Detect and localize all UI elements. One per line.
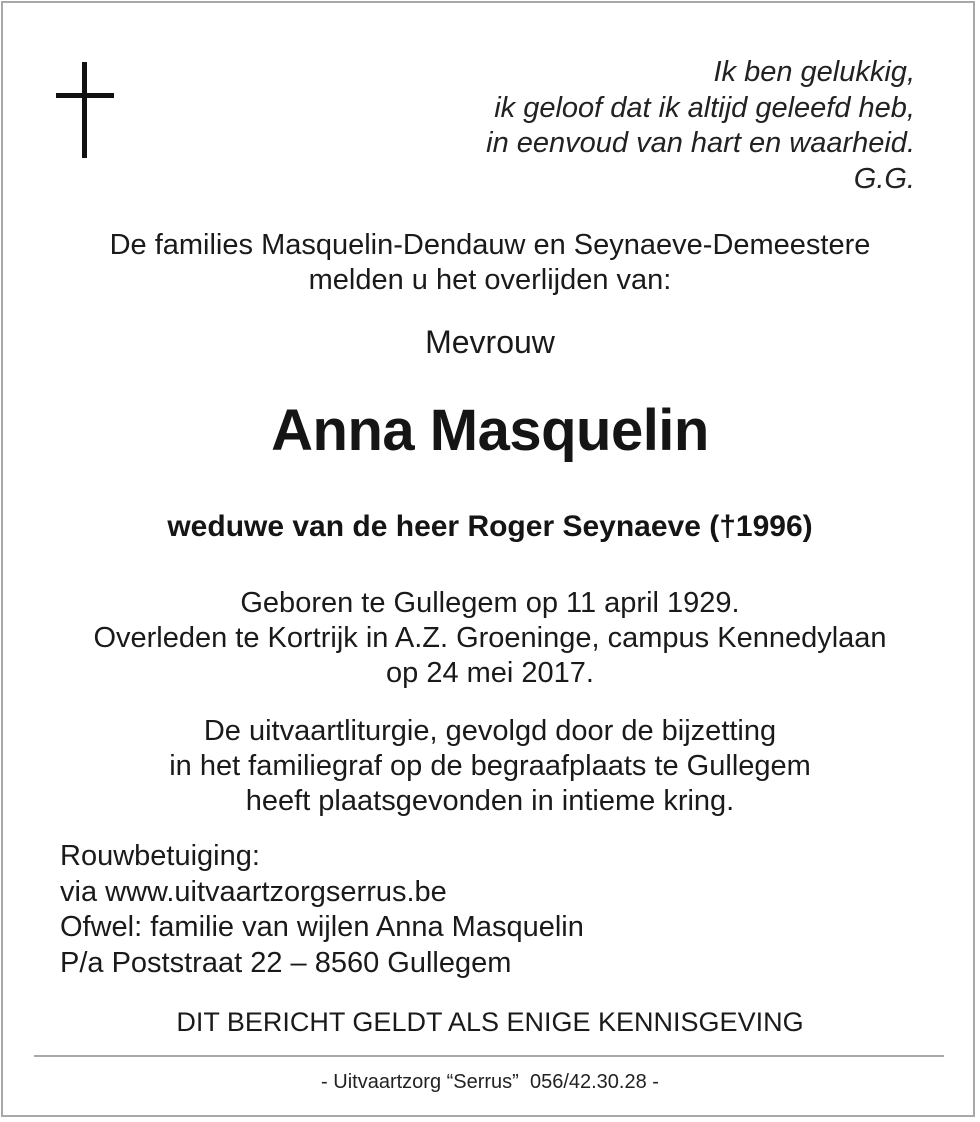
divider <box>34 1055 944 1057</box>
families-line: melden u het overlijden van: <box>308 264 672 296</box>
condolence-line: Ofwel: familie van wijlen Anna Masquelin <box>60 911 584 943</box>
liturgy-line: heeft plaatsgevonden in intieme kring. <box>245 785 735 817</box>
condolence-website: via www.uitvaartzorgserrus.be <box>60 875 447 908</box>
poem-author: G.G. <box>853 162 915 195</box>
condolence-address: P/a Poststraat 22 – 8560 Gullegem <box>60 946 512 979</box>
funeral-liturgy <box>0 714 980 819</box>
notice-statement: DIT BERICHT GELDT ALS ENIGE KENNISGEVING <box>176 1007 804 1037</box>
widow-of-line: weduwe van de heer Roger Seynaeve (†1996) <box>167 510 813 543</box>
birth-death-dates <box>0 586 980 691</box>
deceased-name: Anna Masquelin <box>271 398 709 463</box>
poem-quote <box>486 55 915 197</box>
deceased-title: Mevrouw <box>425 324 555 360</box>
liturgy-line: De uitvaartliturgie, gevolgd door de bijzetting <box>203 715 777 747</box>
cross-icon <box>56 62 114 158</box>
condolence-info <box>60 839 584 981</box>
poem-line: in eenvoud van hart en waarheid. <box>486 127 915 159</box>
footer-text: - Uitvaartzorg “Serrus” 056/42.30.28 - <box>321 1071 659 1093</box>
condolence-heading: Rouwbetuiging: <box>60 840 260 872</box>
liturgy-line: in het familiegraf op de begraafplaats te Gullegem <box>169 750 811 782</box>
funeral-home-footer <box>0 1068 980 1096</box>
dates-line: Geboren te Gullegem op 11 april 1929. <box>240 587 740 619</box>
families-line: De families Masquelin-Dendauw en Seynaeve-Demeestere <box>109 229 871 261</box>
dates-line: Overleden te Kortrijk in A.Z. Groeninge, campus Kennedylaan <box>93 622 887 654</box>
families-announcement <box>0 228 980 298</box>
poem-line: Ik ben gelukkig, <box>713 56 915 88</box>
poem-line: ik geloof dat ik altijd geleefd heb, <box>494 91 915 124</box>
dates-line: op 24 mei 2017. <box>386 657 594 689</box>
